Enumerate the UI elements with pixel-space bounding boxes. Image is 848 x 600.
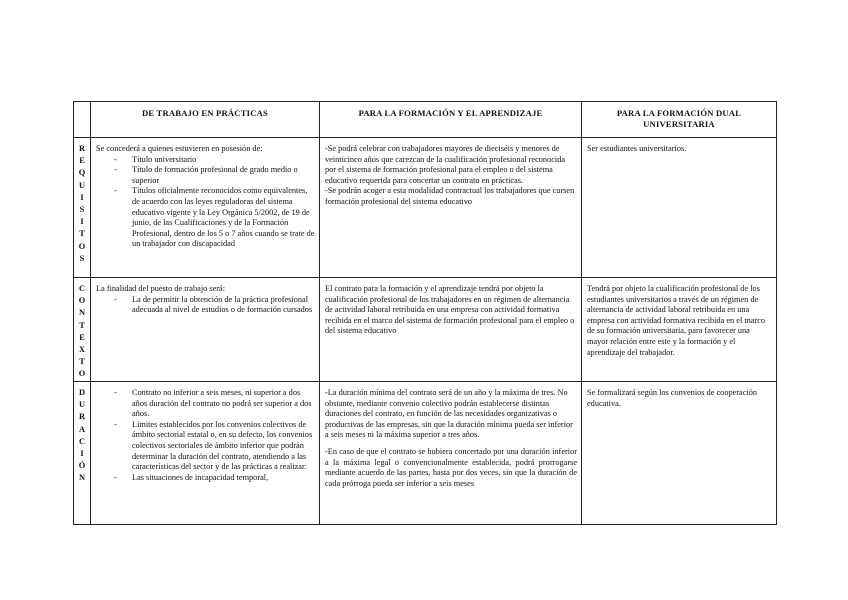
header-corner-cell <box>74 102 91 138</box>
contexto-dual <box>582 278 777 382</box>
header-aprendizaje: PARA LA FORMACIÓN Y EL APRENDIZAJE <box>320 102 582 138</box>
list-item: - Contrato no inferior a seis meses, ni superior a dos años duración del contrato no podrá ser superior a dos años. <box>96 388 315 420</box>
row-label-duracion: D U R A C I Ó N <box>74 382 91 525</box>
row-duracion <box>74 382 777 525</box>
row-requisitos <box>74 138 777 278</box>
paragraph: El contrato para la formación y el aprendizaje tendrá por objeto la cualificación profesional de los trabajadores en un régimen de alternancia de actividad laboral retribuida en una empresa con actividad formativa recibida en el marco del sistema de formación profesional para el empleo o del sistema educativo <box>325 284 575 336</box>
list-item: - Título de formación profesional de grado medio o superior <box>96 165 315 186</box>
row-contexto <box>74 278 777 382</box>
paragraph: Se formalizará según los convenios de cooperación educativa. <box>587 388 758 408</box>
comparison-table <box>73 101 777 525</box>
paragraph: -La duración mínima del contrato será de un año y la máxima de tres. No obstante, mediante convenio colectivo podrán establecerse distintas duraciones del contrato, en función de las necesidades organizativas o productivas de las empresas, sin que la duración mínima pueda ser inferior a seis meses ni la máxima superior a tres años. <box>325 388 573 440</box>
paragraph: -Se podrá celebrar con trabajadores mayores de dieciséis y menores de veinticinco años que carezcan de la cualificación profesional reconocida por el sistema de formación profesional para el empleo o del sistema educativo requerida para concertar un contrato en prácticas. <box>325 144 566 185</box>
list-item: - La de permitir la obtención de la práctica profesional adecuada al nivel de estudios o de formación cursados <box>96 295 315 316</box>
requisitos-dual <box>582 138 777 278</box>
contexto-practicas <box>91 278 320 382</box>
contexto-aprendizaje <box>320 278 582 382</box>
list-item: - Límites establecidos por los convenios colectivos de ámbito sectorial estatal o, en su defecto, los convenios colectivos sectoriales de ámbito inferior que podrán determinar la duración del contrato, atendiendo a las características del sector y de las prácticas a realizar. <box>96 420 315 473</box>
row-label-contexto: C O N T E X T O <box>74 278 91 382</box>
duracion-practicas-list <box>96 388 315 483</box>
paragraph: Tendrá por objeto la cualificación profesional de los estudiantes universitarios a través de un régimen de alternancia de actividad laboral retribuida en una empresa con actividad formativa recibida en el marco de su formación universitaria, para favorecer una mayor relación entre este y la formación y el aprendizaje del trabajador. <box>587 284 766 357</box>
paragraph: Ser estudiantes universitarios. <box>587 144 687 153</box>
requisitos-practicas-intro: Se concederá a quienes estuvieren en posesión de: <box>96 144 263 153</box>
header-row <box>74 102 777 138</box>
requisitos-practicas <box>91 138 320 278</box>
requisitos-aprendizaje <box>320 138 582 278</box>
duracion-dual <box>582 382 777 525</box>
paragraph: -Se podrán acoger a esta modalidad contractual los trabajadores que cursen formación profesional del sistema educativo <box>325 186 575 206</box>
paragraph: -En caso de que el contrato se hubiera concertado por una duración inferior a la máxima legal o convencionalmente establecida, podrá prorrogarse mediante acuerdo de las partes, hasta por dos veces, sin que la duración de cada prórroga pueda ser inferior a seis meses <box>325 446 577 488</box>
header-practicas: DE TRABAJO EN PRÁCTICAS <box>91 102 320 138</box>
list-item: - Las situaciones de incapacidad temporal, <box>96 473 315 484</box>
list-item: - Títulos oficialmente reconocidos como equivalentes, de acuerdo con las leyes reguladoras del sistema educativo vigente y la Ley Orgánica 5/2002, de 19 de junio, de las Cualificaciones y de la Formación Profesional, dentro de los 5 o 7 años cuando se trate de un trabajador con discapacidad <box>96 186 315 250</box>
contexto-practicas-list <box>96 295 315 316</box>
list-item: - Título universitario <box>96 155 315 166</box>
header-dual-universitaria: PARA LA FORMACIÓN DUAL UNIVERSITARIA <box>582 102 777 138</box>
duracion-practicas <box>91 382 320 525</box>
row-label-requisitos: R E Q U I S I T O S <box>74 138 91 278</box>
contexto-practicas-intro: La finalidad del puesto de trabajo será: <box>96 284 226 293</box>
requisitos-practicas-list <box>96 155 315 250</box>
duracion-aprendizaje <box>320 382 582 525</box>
